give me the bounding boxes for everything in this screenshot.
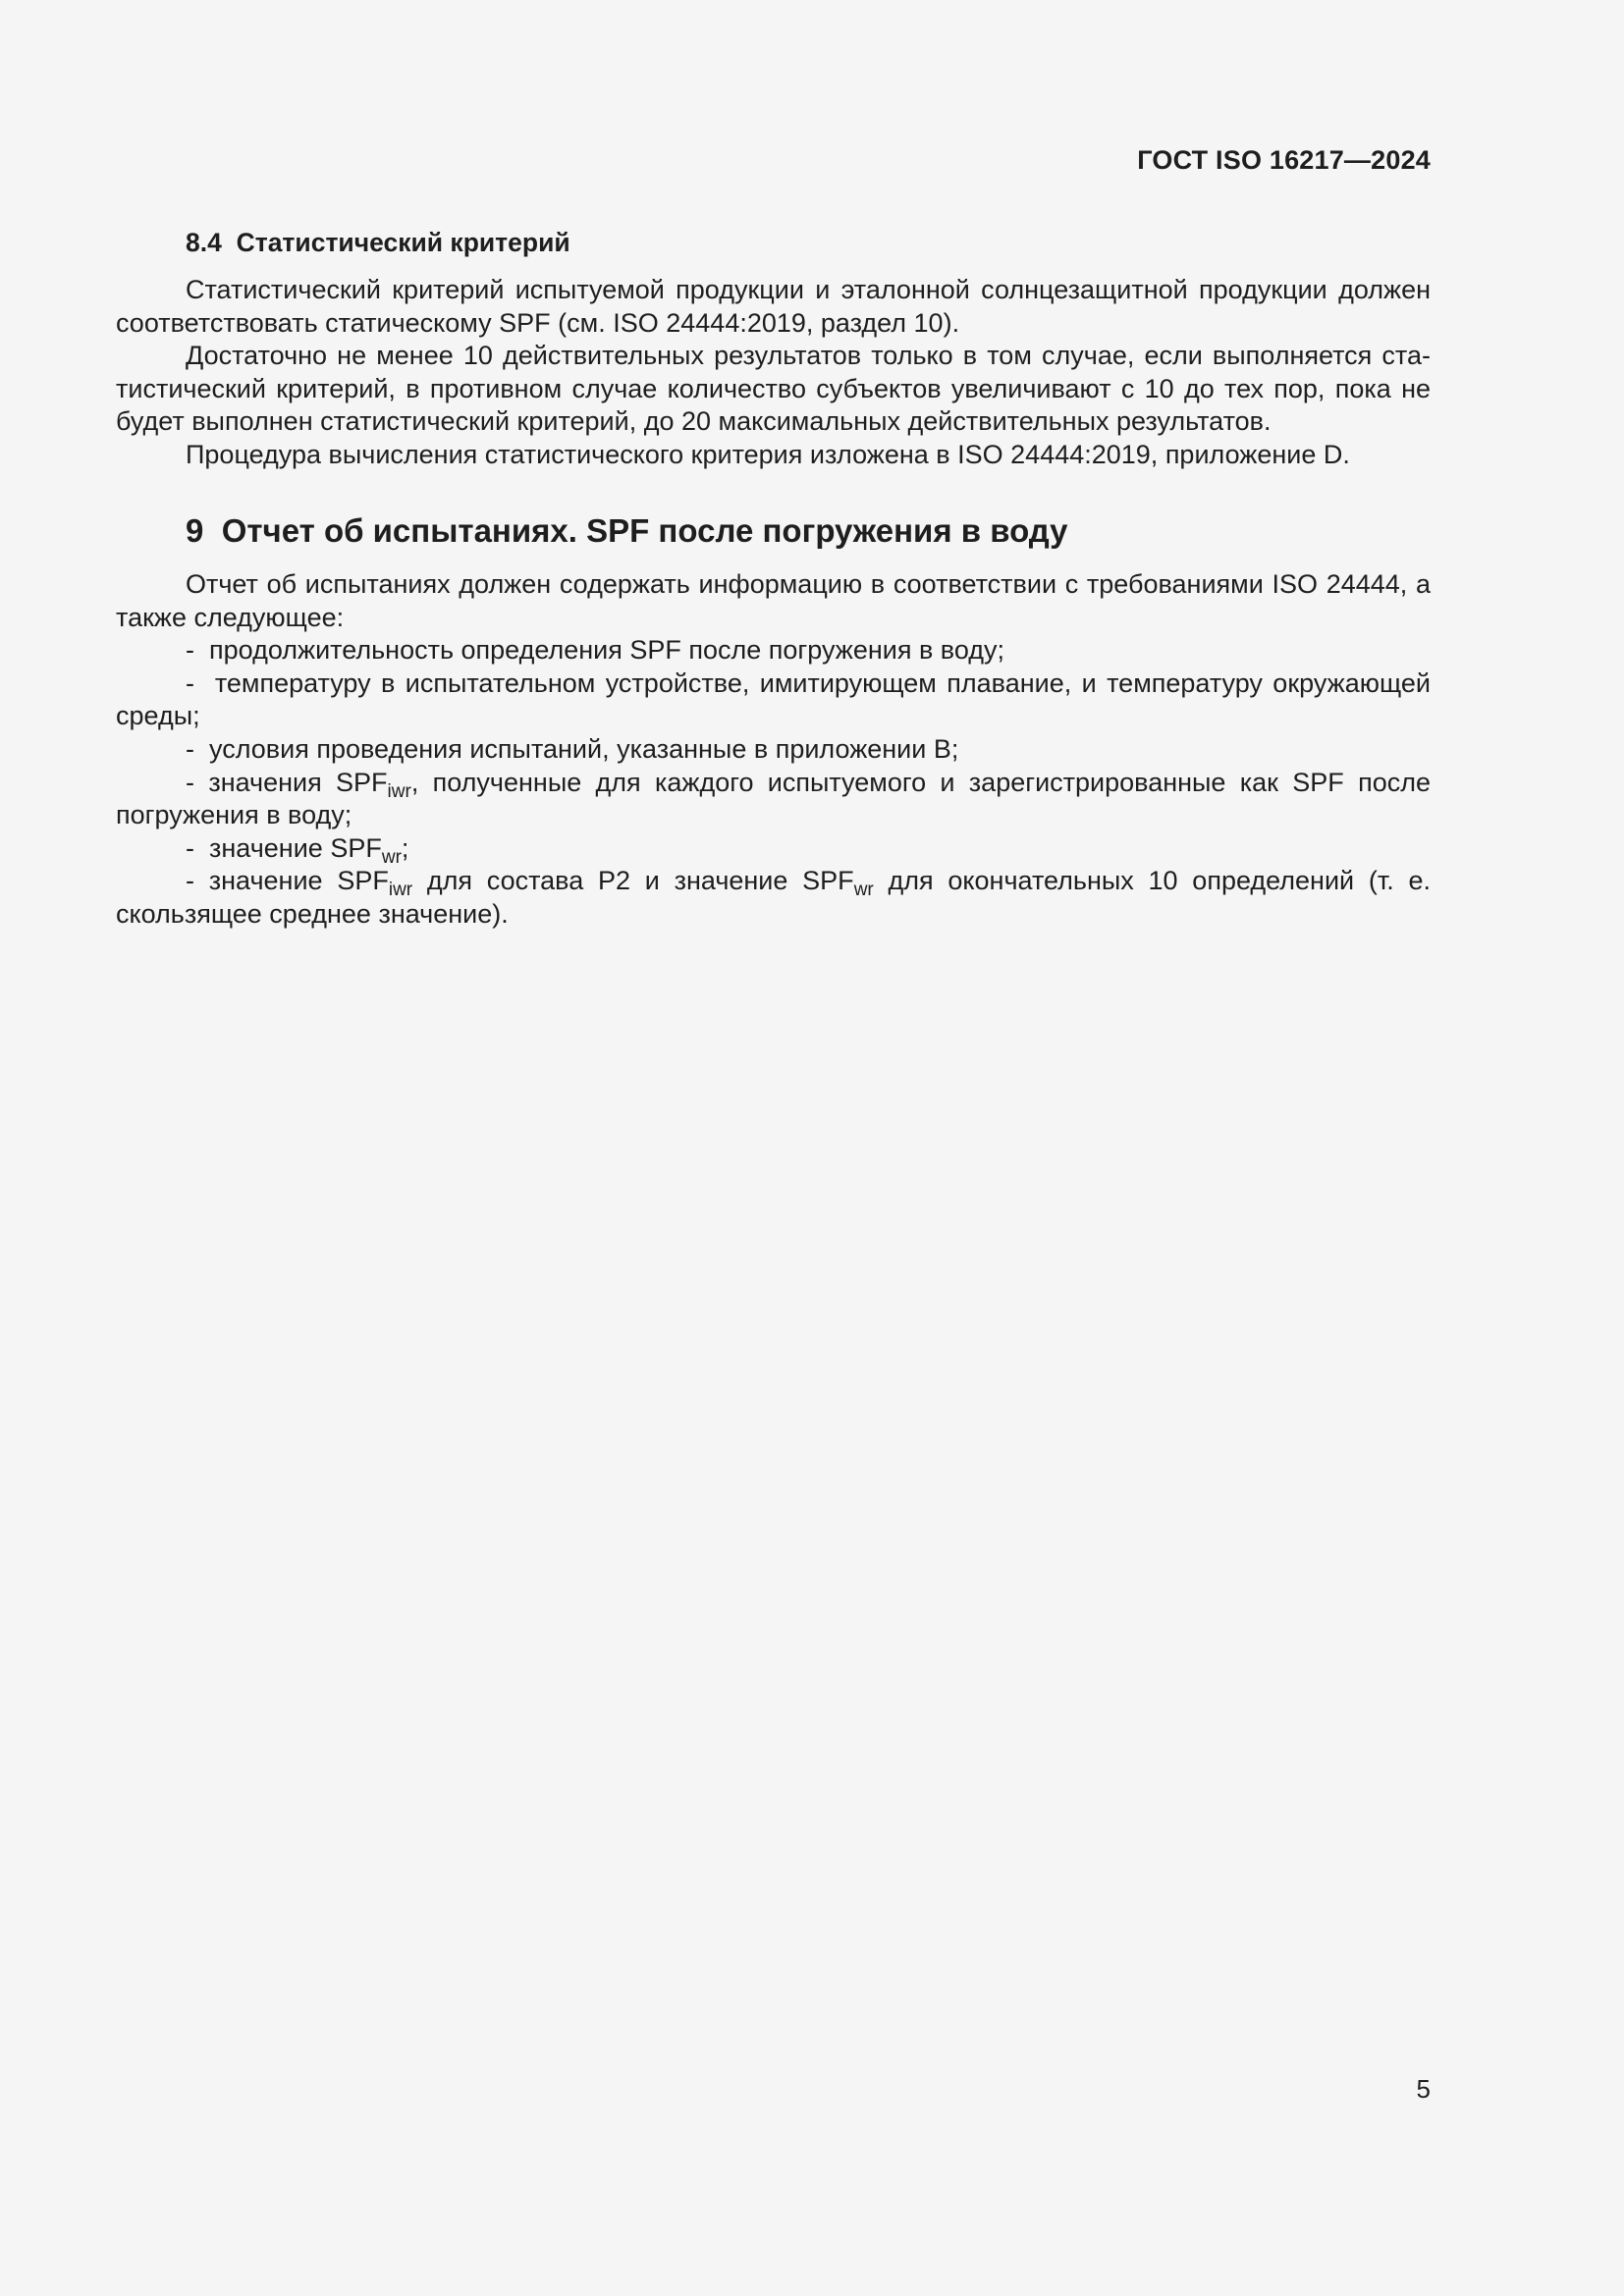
list-item-text: температуру в испытательном устройстве, имитирующем плавание, и температуру окружающей среды; [116,667,1431,731]
list-item-text: условия проведения испытаний, указанные в приложении В; [209,733,959,764]
list-item-text: для окончательных 10 определений (т. е. скользящее среднее значение). [116,866,1432,929]
list-item-text: продолжительность определения SPF после погружения в воду; [209,635,1005,666]
list-item-text: , полученные для каждого испытуемого и зарегистрированные как SPF после погружения в воду; [116,767,1431,830]
subscript: iwr [387,780,411,802]
subsection-number: 8.4 [186,228,222,257]
list-dash: - [186,866,194,896]
list-item [116,767,1431,832]
list-item [116,832,1431,866]
section-title [186,506,1431,557]
paragraph: Достаточно не менее 10 действительных результатов только в том случае, если выполняется статистический критерий, в противном случае количество субъектов увеличивают с 10 до тех пор, пока не будет выполнен статистический критерий, до 20 максимальных действительных результатов. [116,341,1431,437]
section-intro: Отчет об испытаниях должен содержать информацию в соответствии с требованиями ISO 24444, а также следующее: [116,569,1431,632]
subsection-title [186,223,1431,262]
subscript: iwr [388,880,413,901]
subsection-title-text: Статистический критерий [236,228,570,257]
subscript: wr [381,846,402,868]
section-title-text: Отчет об испытаниях. SPF после погружения в воду [221,512,1068,549]
list-item-text: значения SPF [208,767,388,797]
section-9 [116,506,1431,932]
document-id: ГОСТ ISO 16217—2024 [1137,145,1431,175]
list-item-text: значение SPF [208,866,389,896]
list-item [116,667,1431,733]
list-item-text: значение SPF [209,832,382,863]
list-dash: - [186,832,194,863]
list-dash: - [186,635,194,666]
page-number: 5 [1416,2074,1431,2104]
section-number: 9 [186,512,204,549]
list-item [116,865,1431,931]
list-item-text: для состава Р2 и значение SPF [412,866,854,896]
subscript: wr [853,880,874,901]
list-item-text: ; [401,832,409,863]
list-dash: - [186,667,194,698]
paragraph: Процедура вычисления статистического критерия изложена в ISO 24444:2019, приложение D. [186,439,1350,469]
list-item [116,733,1431,767]
list-dash: - [186,767,194,797]
paragraph: Статистический критерий испытуемой продукции и эталонной солнцезащитной продукции должен соответствовать статическому SPF (см. ISO 24444:2019, раздел 10). [116,275,1431,338]
section-8-4 [116,223,1431,472]
list-dash: - [186,733,194,764]
list-item [116,634,1431,667]
